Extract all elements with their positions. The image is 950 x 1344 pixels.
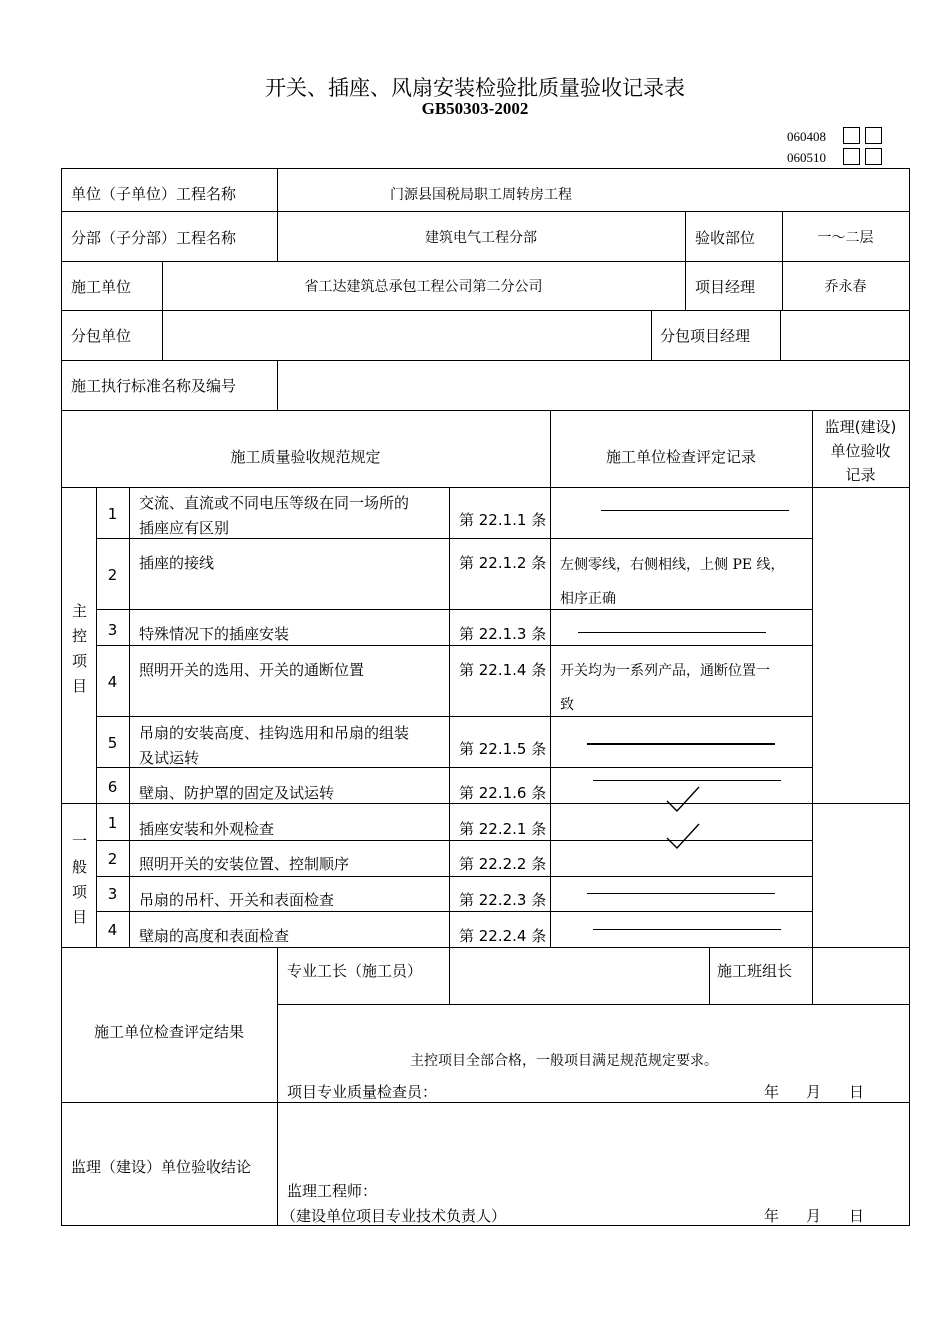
record-dash: [578, 632, 766, 633]
contractor-label: 施工单位: [71, 278, 132, 296]
standard-code: GB50303-2002: [421, 99, 529, 118]
date-year: 年: [764, 1207, 780, 1225]
main-item-record[interactable]: 开关均为一系列产品，通断位置一: [560, 663, 770, 679]
main-item-no: 2: [107, 566, 118, 584]
record-dash: [601, 510, 789, 511]
date-month: 月: [806, 1083, 822, 1101]
main-label-char: 目: [72, 677, 88, 695]
checkmark-icon: [665, 822, 701, 852]
main-item-no: 3: [107, 621, 118, 639]
inspect-part-value[interactable]: 一～二层: [817, 230, 874, 246]
general-item-clause: 第 22.2.1 条: [459, 820, 547, 838]
code-box[interactable]: [865, 148, 882, 165]
main-item-clause: 第 22.1.3 条: [459, 625, 547, 643]
supervisor-conclusion-label: 监理（建设）单位验收结论: [71, 1158, 252, 1176]
date-month: 月: [806, 1207, 822, 1225]
record-dash: [593, 929, 781, 930]
col-supervisor-header-1: 监理(建设): [824, 418, 897, 436]
main-item-clause: 第 22.1.1 条: [459, 511, 547, 529]
checkmark-icon: [665, 785, 701, 815]
main-item-record[interactable]: 致: [560, 697, 574, 713]
main-label-char: 主: [72, 602, 88, 620]
main-item-text: 照明开关的选用、开关的通断位置: [139, 661, 365, 679]
sub-project-label: 分部（子分部）工程名称: [71, 229, 237, 247]
general-label-char: 般: [72, 858, 88, 876]
main-item-no: 1: [107, 505, 118, 523]
main-item-clause: 第 22.1.6 条: [459, 784, 547, 802]
general-item-no: 4: [107, 921, 118, 939]
code-box[interactable]: [843, 127, 860, 144]
unit-project-value[interactable]: 门源县国税局职工周转房工程: [390, 187, 572, 203]
record-dash: [587, 893, 775, 894]
general-item-clause: 第 22.2.3 条: [459, 891, 547, 909]
main-item-no: 5: [107, 734, 118, 752]
main-item-text: 插座应有区别: [139, 519, 230, 537]
general-item-text: 照明开关的安装位置、控制顺序: [139, 855, 350, 873]
main-item-clause: 第 22.1.4 条: [459, 661, 547, 679]
general-item-text: 壁扇的高度和表面检查: [139, 927, 290, 945]
main-item-text: 特殊情况下的插座安装: [139, 625, 290, 643]
main-item-text: 及试运转: [139, 749, 200, 767]
code-2: 060510: [787, 150, 826, 165]
main-item-record[interactable]: 相序正确: [560, 591, 616, 607]
date-day: 日: [849, 1207, 865, 1225]
general-item-no: 1: [107, 814, 118, 832]
main-label-char: 控: [72, 627, 88, 645]
general-item-no: 2: [107, 850, 118, 868]
subcontractor-label: 分包单位: [71, 327, 132, 345]
general-item-clause: 第 22.2.2 条: [459, 855, 547, 873]
code-box[interactable]: [865, 127, 882, 144]
sub-project-value[interactable]: 建筑电气工程分部: [425, 230, 537, 246]
col-spec-header: 施工质量验收规范规定: [230, 448, 381, 466]
general-label-char: 目: [72, 908, 88, 926]
inspect-part-label: 验收部位: [695, 229, 756, 247]
pm-value[interactable]: 乔永春: [824, 279, 867, 295]
main-item-record[interactable]: 左侧零线，右侧相线，上侧 PE 线，: [560, 557, 785, 573]
main-item-clause: 第 22.1.5 条: [459, 740, 547, 758]
inspector-label: 项目专业质量检查员：: [287, 1083, 438, 1101]
col-supervisor-header-2: 单位验收: [830, 442, 891, 460]
foreman-label: 专业工长（施工员）: [287, 962, 423, 980]
general-item-text: 吊扇的吊杆、开关和表面检查: [139, 891, 335, 909]
pm-label: 项目经理: [695, 278, 756, 296]
main-item-no: 4: [107, 673, 118, 691]
page-title: 开关、插座、风扇安装检验批质量验收记录表: [265, 76, 685, 100]
general-item-no: 3: [107, 885, 118, 903]
main-item-text: 壁扇、防护罩的固定及试运转: [139, 784, 335, 802]
sub-pm-label: 分包项目经理: [660, 327, 751, 345]
team-leader-label: 施工班组长: [717, 962, 793, 980]
general-label-char: 一: [72, 832, 88, 850]
main-label-char: 项: [72, 652, 88, 670]
main-item-text: 吊扇的安装高度、挂钩选用和吊扇的组装: [139, 724, 410, 742]
date-day: 日: [849, 1083, 865, 1101]
general-item-clause: 第 22.2.4 条: [459, 927, 547, 945]
code-1: 060408: [787, 129, 826, 144]
result-text[interactable]: 主控项目全部合格，一般项目满足规范规定要求。: [410, 1053, 718, 1069]
general-item-text: 插座安装和外观检查: [139, 820, 275, 838]
contractor-result-label: 施工单位检查评定结果: [93, 1023, 244, 1041]
unit-project-label: 单位（子单位）工程名称: [71, 185, 237, 203]
general-label-char: 项: [72, 883, 88, 901]
contractor-value[interactable]: 省工达建筑总承包工程公司第二分公司: [304, 279, 543, 295]
record-dash: [587, 743, 775, 745]
code-box[interactable]: [843, 148, 860, 165]
col-supervisor-header-3: 记录: [845, 466, 876, 484]
date-year: 年: [764, 1083, 780, 1101]
main-item-text: 插座的接线: [139, 554, 215, 572]
main-item-text: 交流、直流或不同电压等级在同一场所的: [139, 494, 410, 512]
standard-label: 施工执行标准名称及编号: [71, 377, 237, 395]
supervisor-engineer-label: 监理工程师：: [287, 1182, 378, 1200]
main-item-no: 6: [107, 778, 118, 796]
owner-tech-label: （建设单位项目专业技术负责人）: [281, 1207, 507, 1225]
col-check-header: 施工单位检查评定记录: [605, 448, 756, 466]
record-dash: [593, 780, 781, 781]
main-item-clause: 第 22.1.2 条: [459, 554, 547, 572]
